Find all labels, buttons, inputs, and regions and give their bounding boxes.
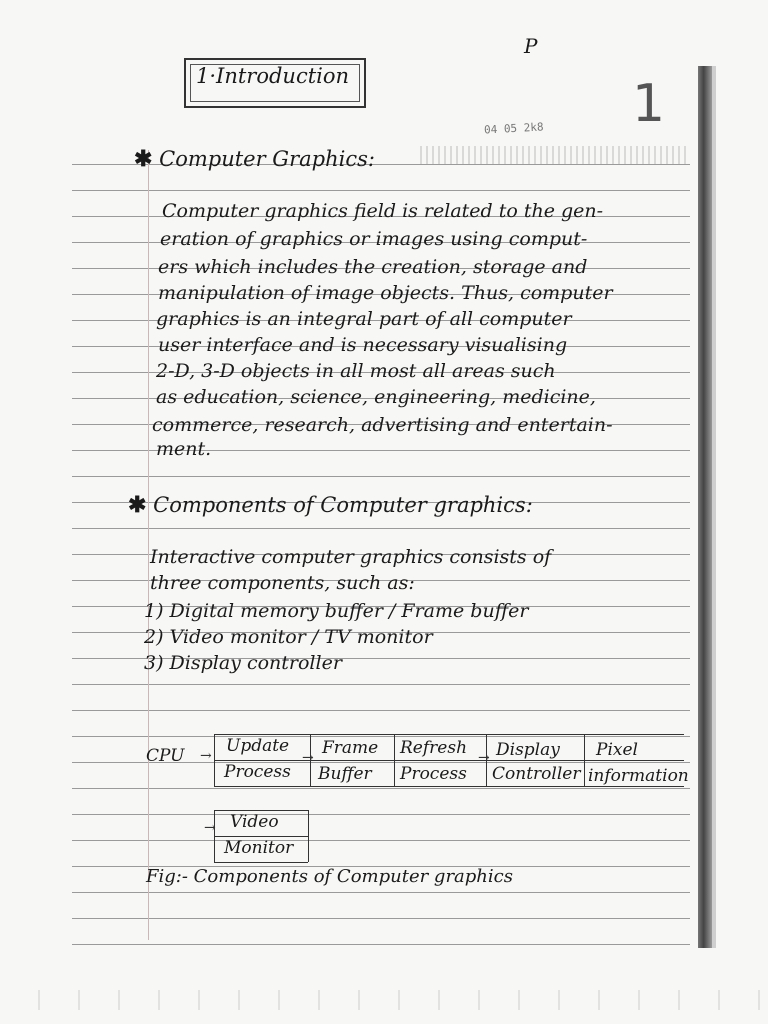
section2-heading [128,492,533,518]
section1-heading [134,146,375,172]
arrow-icon: → [204,820,216,836]
bottom-noise [0,990,768,1010]
ruled-line [72,944,690,945]
ruled-line [72,788,690,789]
ruled-line [72,918,690,919]
section1-line: ment. [156,438,212,460]
refresh-top: Refresh [400,738,468,758]
ruled-line [72,190,690,191]
ruled-line [72,840,690,841]
section1-line: manipulation of image objects. Thus, computer [158,282,613,304]
notebook-spine [698,66,712,948]
section1-line: Computer graphics field is related to the gen- [162,200,604,222]
display-top: Display [496,740,560,760]
pixel-top: Pixel [596,740,638,760]
ruled-line [72,528,690,529]
section2-line: 3) Display controller [144,652,342,674]
figure-caption: Fig:- Components of Computer graphics [146,866,513,887]
arrow-icon: → [478,750,490,766]
ruled-line [72,814,690,815]
margin-line [148,150,149,940]
section2-line: three components, such as: [150,572,415,594]
video-bottom: Monitor [224,838,294,858]
ruled-line [72,684,690,685]
page-edge [712,66,716,948]
section1-line: as education, science, engineering, medicine, [156,386,596,408]
ruled-line [72,476,690,477]
page-number: 1 [632,74,666,134]
update-top: Update [226,736,290,756]
section1-line: eration of graphics or images using comput- [160,228,588,250]
asterisk-icon: ✱ [128,492,147,518]
section1-line: 2-D, 3-D objects in all most all areas such [156,360,556,382]
display-bottom: Controller [492,764,581,784]
cpu-label: CPU [146,746,185,766]
corner-mark: P [524,34,538,58]
asterisk-icon: ✱ [134,146,153,172]
section1-heading-text: Computer Graphics: [159,147,375,171]
section1-line: ers which includes the creation, storage and [158,256,588,278]
refresh-bottom: Process [400,764,467,784]
section1-line: user interface and is necessary visualising [158,334,568,356]
section2-line: 2) Video monitor / TV monitor [144,626,433,648]
page-title: 1·Introduction [196,64,350,88]
frame-top: Frame [322,738,379,758]
frame-bottom: Buffer [318,764,372,784]
pixel-bottom: information [588,766,689,786]
ruled-line [72,736,690,737]
stamp-smudge [420,146,690,164]
video-top: Video [230,812,279,832]
section2-line: 1) Digital memory buffer / Frame buffer [144,600,529,622]
section2-heading-text: Components of Computer graphics: [153,493,533,517]
section1-line: graphics is an integral part of all computer [156,308,572,330]
arrow-icon: → [302,750,314,766]
section1-line: commerce, research, advertising and entertain- [152,414,613,436]
section2-line: Interactive computer graphics consists of [150,546,552,568]
update-bottom: Process [224,762,291,782]
ruled-line [72,710,690,711]
arrow-icon: → [200,748,212,764]
date-stamp: 04 05 2k8 [483,120,544,137]
ruled-line [72,892,690,893]
